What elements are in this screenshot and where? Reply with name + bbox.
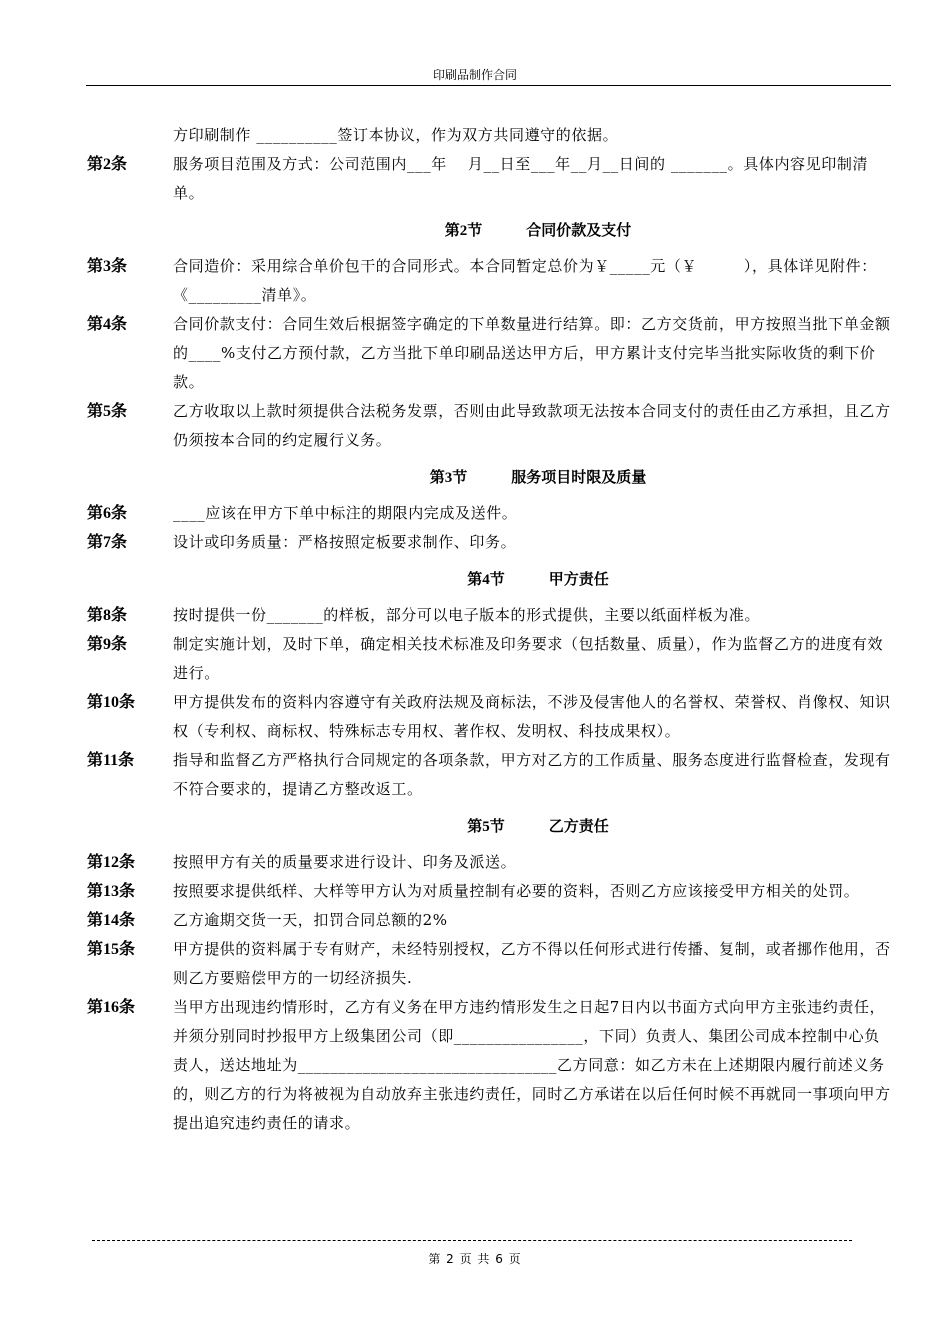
article-label: 第10条	[87, 694, 136, 711]
article-label: 第7条	[87, 534, 128, 551]
article-text: ____应该在甲方下单中标注的期限内完成及送件。	[173, 504, 518, 522]
article-label: 第15条	[87, 941, 136, 958]
section-number: 第2节	[444, 223, 483, 239]
article-label: 第11条	[87, 752, 135, 769]
article-text: 按时提供一份_______的样板，部分可以电子版本的形式提供，主要以纸面样板为准。	[173, 606, 761, 624]
article-15	[86, 935, 894, 993]
article-2	[86, 150, 894, 208]
article-11	[86, 746, 894, 804]
article-9	[86, 630, 894, 688]
article-text: 制定实施计划，及时下单，确定相关技术标准及印务要求（包括数量、质量），作为监督乙方的进度有效进行。	[173, 635, 884, 682]
section-number: 第5节	[467, 819, 505, 835]
article-text: 设计或印务质量：严格按照定板要求制作、印务。	[173, 533, 517, 551]
article-label: 第8条	[87, 607, 128, 624]
article-7	[86, 528, 894, 557]
article-label: 第16条	[87, 999, 136, 1016]
section-number: 第4节	[467, 572, 505, 588]
article-14	[86, 906, 894, 935]
contract-body	[86, 121, 894, 1138]
section-number: 第3节	[429, 470, 468, 486]
section-title: 服务项目时限及质量	[511, 468, 647, 486]
article-text: 乙方收取以上款时须提供合法税务发票，否则由此导致款项无法按本合同支付的责任由乙方承担，且乙方仍须按本合同的约定履行义务。	[173, 402, 891, 449]
article-5	[86, 397, 894, 455]
article-label: 第5条	[87, 403, 128, 420]
page-number: 第 2 页 共 6 页	[428, 1252, 522, 1266]
section-title: 甲方责任	[548, 570, 609, 588]
article-label: 第13条	[87, 883, 136, 900]
article-3	[86, 252, 894, 310]
section-heading-3	[86, 463, 894, 493]
section-title: 合同价款及支付	[526, 221, 632, 239]
article-10	[86, 688, 894, 746]
article-text: 甲方提供的资料属于专有财产，未经特别授权，乙方不得以任何形式进行传播、复制，或者挪作他用，否则乙方要赔偿甲方的一切经济损失.	[173, 940, 891, 987]
article-label: 第6条	[87, 505, 128, 522]
article-text: 指导和监督乙方严格执行合同规定的各项条款，甲方对乙方的工作质量、服务态度进行监督检查，发现有不符合要求的，提请乙方整改返工。	[173, 751, 891, 798]
article-text: 按照要求提供纸样、大样等甲方认为对质量控制有必要的资料，否则乙方应该接受甲方相关的处罚。	[173, 882, 860, 900]
article-12	[86, 848, 894, 877]
section-title: 乙方责任	[548, 817, 609, 835]
article-13	[86, 877, 894, 906]
article-text: 当甲方出现违约情形时，乙方有义务在甲方违约情形发生之日起7日内以书面方式向甲方主张违约责任，并须分别同时抄报甲方上级集团公司（即________________，下同）负责人、集团公司成本控制中心负责人，送达地址为________________________________乙方同意：如乙方未在上述期限内履行前述义务的，则乙方的行为将被视为自动放弃主张违约责任，同时乙方承诺在以后任何时候不再就同一事项向甲方提出追究违约责任的请求。	[173, 998, 891, 1132]
article-label: 第9条	[87, 636, 128, 653]
page-header-title: 印刷品制作合同	[432, 68, 517, 82]
article-text: 乙方逾期交货一天，扣罚合同总额的2%	[173, 911, 448, 929]
article-16	[86, 993, 894, 1138]
article-label: 第2条	[87, 156, 128, 173]
article-4	[86, 310, 894, 397]
article-text: 甲方提供发布的资料内容遵守有关政府法规及商标法，不涉及侵害他人的名誉权、荣誉权、肖像权、知识权（专利权、商标权、特殊标志专用权、著作权、发明权、科技成果权）。	[173, 693, 891, 740]
article-6	[86, 499, 894, 528]
article-text: 合同造价：采用综合单价包干的合同形式。本合同暂定总价为￥_____元（￥ ），具体详见附件：《_________清单》。	[173, 257, 877, 304]
article-label: 第14条	[87, 912, 136, 929]
article-label: 第12条	[87, 854, 136, 871]
article-label: 第4条	[87, 316, 128, 333]
footer-rule	[92, 1240, 852, 1241]
article-text: 合同价款支付：合同生效后根据签字确定的下单数量进行结算。即：乙方交货前，甲方按照当批下单金额的____%支付乙方预付款，乙方当批下单印刷品送达甲方后，甲方累计支付完毕当批实际收货的剩下价款。	[173, 315, 891, 391]
lead-line-text: 方印刷制作 __________签订本协议，作为双方共同遵守的依据。	[173, 126, 619, 144]
section-heading-5	[86, 812, 894, 842]
article-label: 第3条	[87, 258, 128, 275]
article-text: 服务项目范围及方式：公司范围内___年 月__日至___年__月__日间的 _______。具体内容见印制清单。	[173, 155, 869, 202]
section-heading-2	[86, 216, 894, 246]
header-rule	[86, 85, 891, 86]
article-text: 按照甲方有关的质量要求进行设计、印务及派送。	[173, 853, 517, 871]
section-heading-4	[86, 565, 894, 595]
lead-line	[86, 121, 894, 150]
article-8	[86, 601, 894, 630]
